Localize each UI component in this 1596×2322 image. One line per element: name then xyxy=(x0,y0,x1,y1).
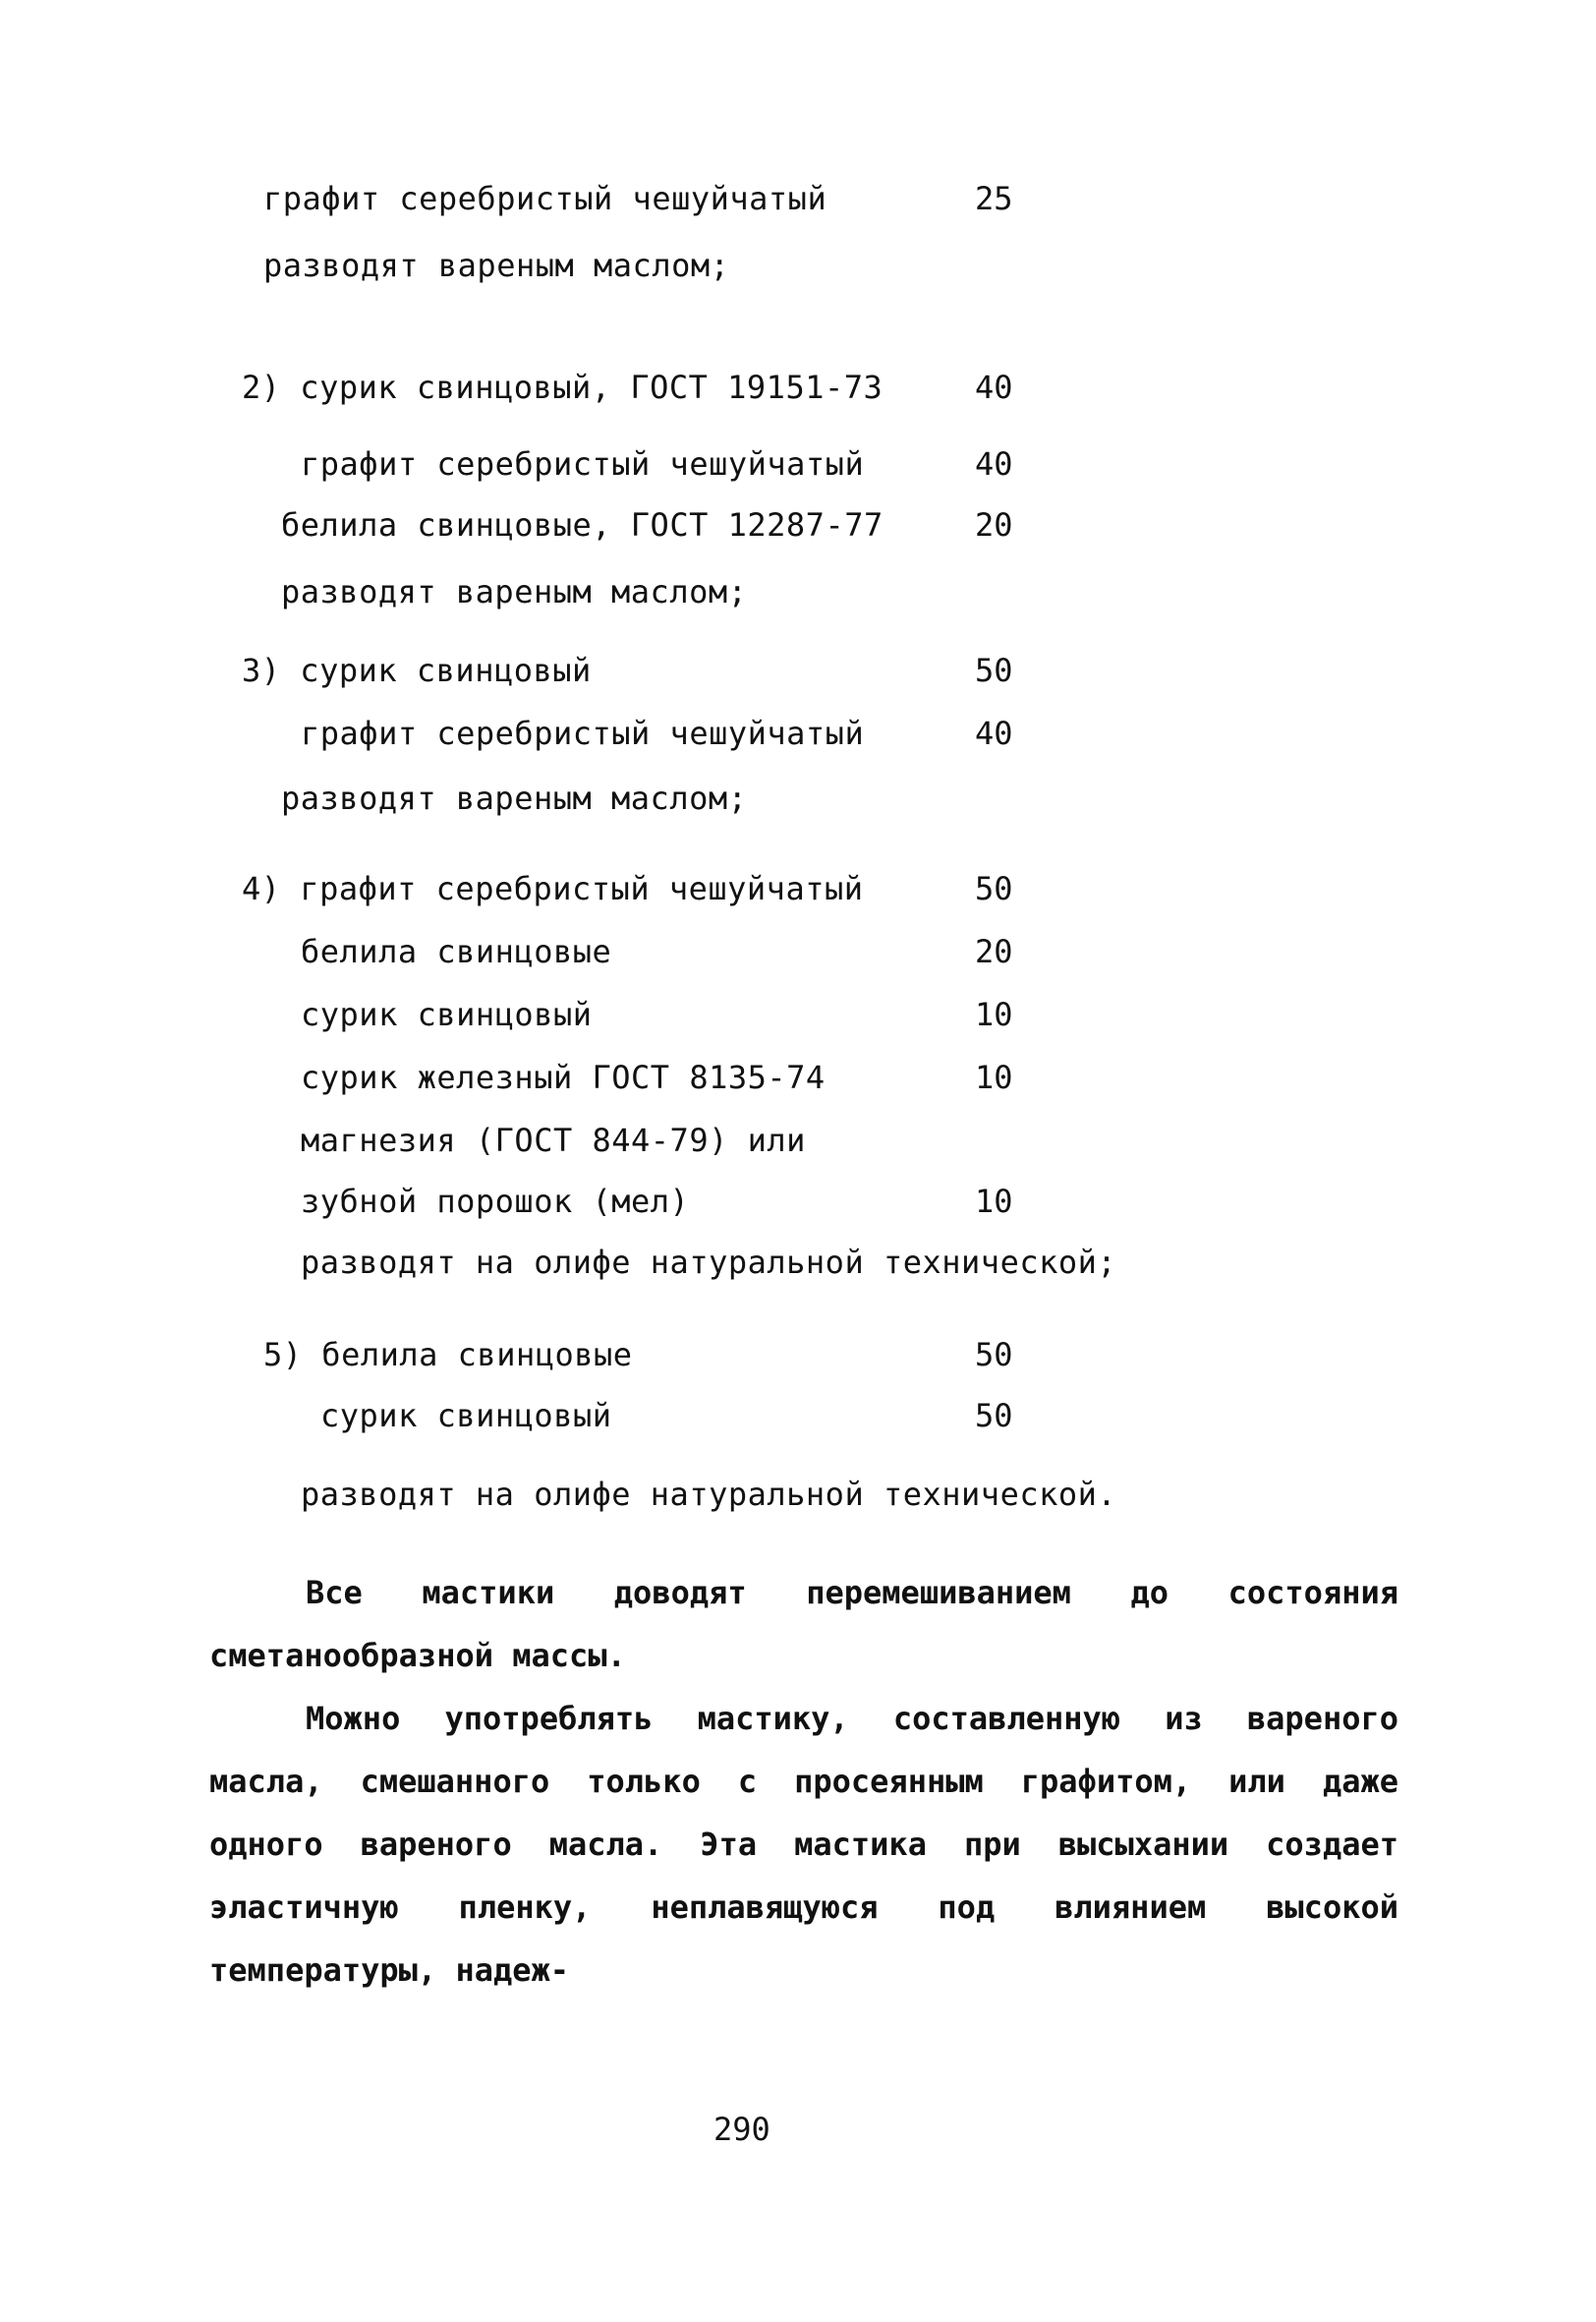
recipe-4-line-6: зубной порошок (мел) xyxy=(301,1183,690,1220)
paragraph-usage xyxy=(209,1687,1398,2002)
recipe-3-line-3: разводят вареным маслом; xyxy=(281,780,748,817)
recipe-3-value-2: 40 xyxy=(975,715,1013,752)
recipe-5-value-2: 50 xyxy=(975,1397,1013,1434)
recipe-4-value-3: 10 xyxy=(975,996,1013,1033)
recipe-3-line-2: графит серебристый чешуйчатый xyxy=(301,715,865,752)
recipe-4-line-7: разводят на олифе натуральной технической; xyxy=(301,1244,1117,1281)
recipe-1-value-1: 25 xyxy=(975,180,1013,217)
recipe-4-line-4: сурик железный ГОСТ 8135-74 xyxy=(301,1059,826,1096)
recipe-3-line-1: 3) сурик свинцовый xyxy=(242,652,592,689)
recipe-4-line-1: 4) графит серебристый чешуйчатый xyxy=(242,870,864,907)
recipe-2-value-2: 40 xyxy=(975,445,1013,483)
recipe-1-line-1: графит серебристый чешуйчатый xyxy=(263,180,827,217)
recipe-2-value-3: 20 xyxy=(975,506,1013,544)
paragraph-consistency xyxy=(209,1561,1398,1687)
recipe-5-line-1: 5) белила свинцовые xyxy=(263,1336,633,1373)
recipe-1-line-2: разводят вареным маслом; xyxy=(263,247,730,284)
recipe-2-line-1: 2) сурик свинцовый, ГОСТ 19151-73 xyxy=(242,369,884,406)
paragraph-consistency-text: Все мастики доводят перемешиванием до состояния сметанообразной массы. xyxy=(209,1574,1398,1674)
recipe-5-line-3: разводят на олифе натуральной технической. xyxy=(301,1476,1117,1513)
recipe-4-line-5: магнезия (ГОСТ 844-79) или xyxy=(301,1122,806,1159)
recipe-2-line-2: графит серебристый чешуйчатый xyxy=(301,445,865,483)
recipe-4-value-6: 10 xyxy=(975,1183,1013,1220)
recipe-5-value-1: 50 xyxy=(975,1336,1013,1373)
recipe-4-value-1: 50 xyxy=(975,870,1013,907)
recipe-2-line-4: разводят вареным маслом; xyxy=(281,573,748,610)
paragraph-usage-text: Можно употреблять мастику, составленную из вареного масла, смешанного только с просеянным графитом, или даже одного вареного масла. Эта мастика при высыхании создает эластичную пленку, неплавящуюся под влиянием высокой температуры, надеж- xyxy=(209,1700,1398,1989)
recipe-3-value-1: 50 xyxy=(975,652,1013,689)
recipe-4-line-3: сурик свинцовый xyxy=(301,996,593,1033)
recipe-2-line-3: белила свинцовые, ГОСТ 12287-77 xyxy=(281,506,884,544)
recipe-4-line-2: белила свинцовые xyxy=(301,933,612,970)
page-number: 290 xyxy=(713,2111,770,2148)
recipe-4-value-4: 10 xyxy=(975,1059,1013,1096)
recipe-4-value-2: 20 xyxy=(975,933,1013,970)
recipe-5-line-2: сурик свинцовый xyxy=(320,1397,612,1434)
recipe-2-value-1: 40 xyxy=(975,369,1013,406)
